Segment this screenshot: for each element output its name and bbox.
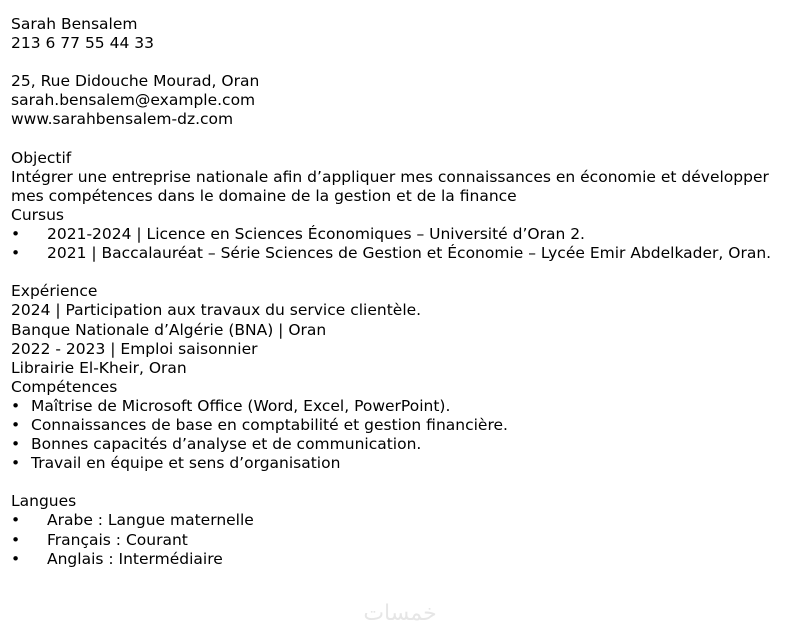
langue-item-text: Arabe : Langue maternelle [47,511,254,530]
langue-item-text: Français : Courant [47,530,188,549]
contact-website: www.sarahbensalem-dz.com [11,110,234,129]
objectif-text: Intégrer une entreprise nationale afin d’appliquer mes connaissances en économie et développer mes compétences dans le domaine de la gestion et de la finance [11,167,769,205]
langues-heading: Langues [11,492,77,511]
spacer [11,473,797,492]
contact-address: 25, Rue Didouche Mourad, Oran [11,72,260,91]
bullet-icon: • [11,530,21,549]
cursus-heading: Cursus [11,205,64,224]
bullet-icon: • [11,396,21,415]
objectif-heading: Objectif [11,148,72,167]
langue-item [11,531,797,550]
competence-item [11,435,797,454]
contact-email: sarah.bensalem@example.com [11,91,256,110]
cv-document [11,15,797,569]
experience-line: Banque Nationale d’Algérie (BNA) | Oran [11,320,327,339]
bullet-icon: • [11,415,21,434]
bullet-icon: • [11,225,21,244]
spacer [11,53,797,72]
experience-line: 2022 - 2023 | Emploi saisonnier [11,339,258,358]
bullet-icon: • [11,435,21,454]
langue-item [11,550,797,569]
bullet-icon: • [11,454,21,473]
experience-line: 2024 | Participation aux travaux du service clientèle. [11,301,422,320]
competence-item [11,397,797,416]
competence-item-text: Maîtrise de Microsoft Office (Word, Excel, PowerPoint). [31,396,451,415]
experience-heading: Expérience [11,282,98,301]
bullet-icon: • [11,549,21,568]
langue-item [11,511,797,530]
watermark-logo: خمسات [363,601,437,626]
spacer [11,130,797,149]
competence-item-text: Connaissances de base en comptabilité et gestion financière. [31,415,508,434]
cursus-item [11,244,797,263]
cursus-item-text: 2021 | Baccalauréat – Série Sciences de Gestion et Économie – Lycée Emir Abdelkader, Oran. [47,244,772,263]
cursus-item [11,225,797,244]
bullet-icon: • [11,244,21,263]
competence-item [11,454,797,473]
competence-item-text: Travail en équipe et sens d’organisation [31,454,341,473]
cursus-item-text: 2021-2024 | Licence en Sciences Économiques – Université d’Oran 2. [47,225,585,244]
contact-phone: 213 6 77 55 44 33 [11,34,154,53]
contact-name: Sarah Bensalem [11,15,138,33]
competences-heading: Compétences [11,377,118,396]
langue-item-text: Anglais : Intermédiaire [47,549,223,568]
competence-item-text: Bonnes capacités d’analyse et de communication. [31,435,422,454]
bullet-icon: • [11,511,21,530]
spacer [11,263,797,282]
experience-line: Librairie El-Kheir, Oran [11,358,187,377]
competence-item [11,416,797,435]
